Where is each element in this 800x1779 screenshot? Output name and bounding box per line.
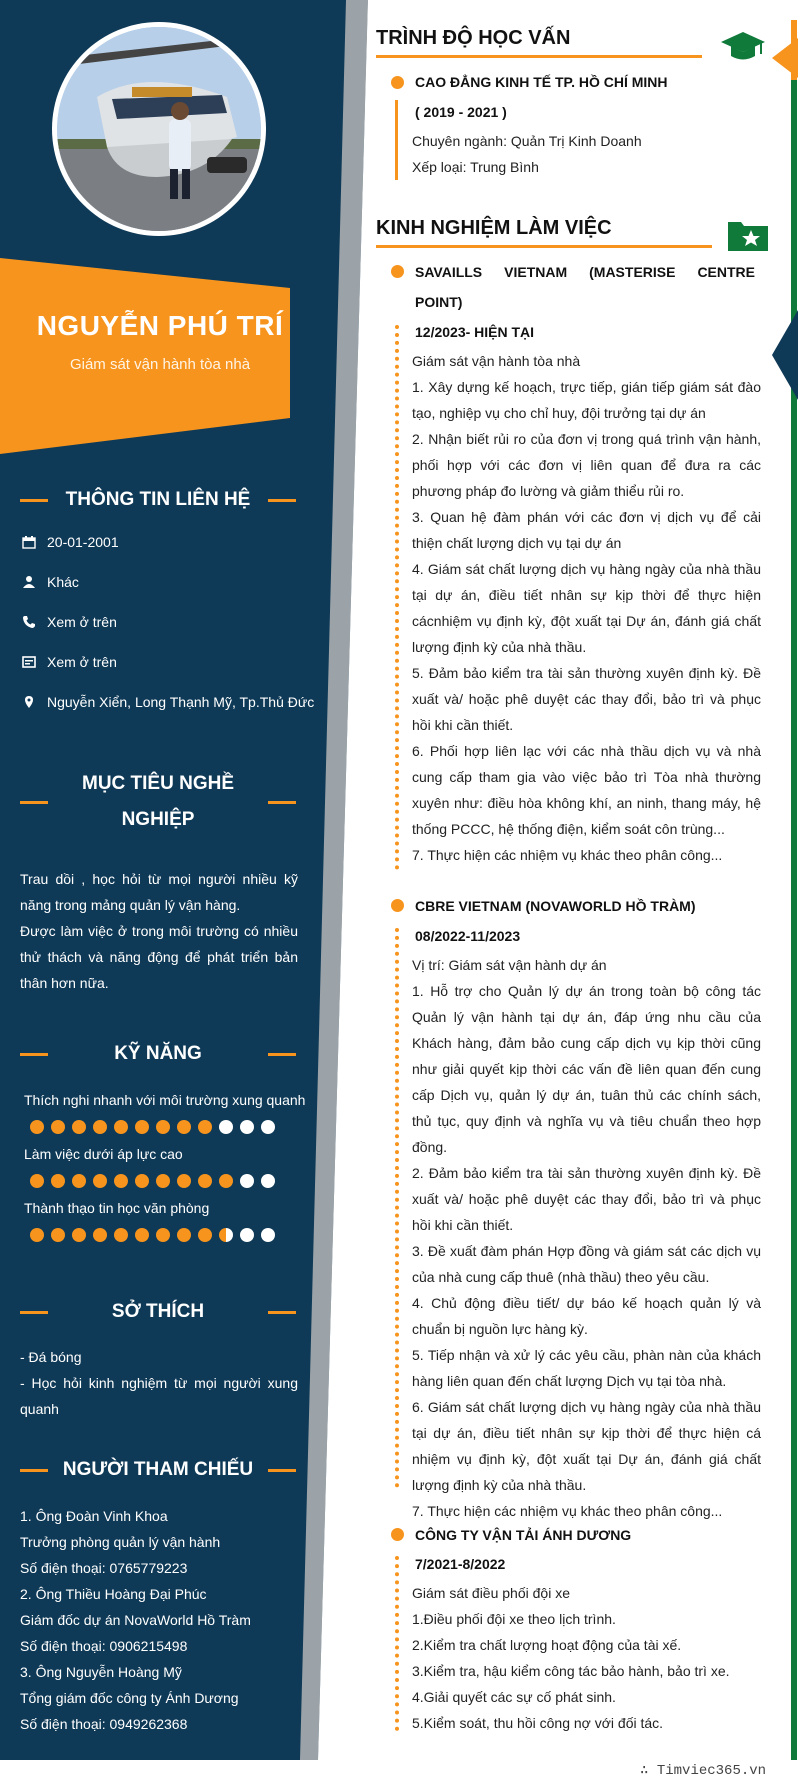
job-line: Vị trí: Giám sát vận hành dự án [412, 957, 607, 973]
skill-dot [156, 1120, 170, 1134]
heading-bar-left [20, 1311, 48, 1314]
contact-phone-text: Xem ở trên [47, 614, 117, 630]
candidate-name: NGUYỄN PHÚ TRÍ [36, 310, 284, 341]
contact-address [20, 692, 314, 712]
reference-line: 3. Ông Nguyễn Hoàng Mỹ [20, 1664, 182, 1680]
avatar [57, 27, 261, 231]
job-bullet [391, 1528, 404, 1541]
objective-line: Được làm việc ở trong môi trường có nhiều thử thách và năng động để phát triển bản thân hơn nữa. [20, 923, 298, 991]
brand-text: Timviec365.vn [656, 1763, 767, 1779]
skill-dot [51, 1174, 65, 1188]
job-timeline [395, 1556, 399, 1731]
job-line: 6. Phối hợp liên lạc với các nhà thầu dịch vụ và nhà cung cấp tham gia vào việc bảo trì Tòa nhà thường xuyên như: điều hòa không khí, an ninh, thang máy, hệ thống PCCC, hệ thống điện, kiểm soát côn trùng... [412, 743, 761, 837]
job-bullet [391, 265, 404, 278]
job-description [412, 952, 761, 1524]
right-edge-tab-orange [772, 38, 798, 78]
job-line: 6. Giám sát chất lượng dịch vụ hàng ngày của nhà thầu tại dự án, điều tiết nhân sự kịp thời để thực hiện cá nhiệm vụ định kỳ, đột xuất tại Dự án, đánh giá chất lượng định kỳ của nhà thầu. [412, 1399, 761, 1493]
skill-dot [51, 1120, 65, 1134]
job-line: 3. Quan hệ đàm phán với các đơn vị dịch vụ để cải thiện chất lượng dịch vụ tại dự án [412, 509, 761, 551]
objective-line: Trau dồi , học hỏi từ mọi người nhiều kỹ năng trong mảng quản lý vận hàng. [20, 871, 298, 913]
skill-dot [198, 1174, 212, 1188]
education-details [412, 128, 761, 180]
skill-dot [93, 1228, 107, 1242]
job-line: Giám sát vận hành tòa nhà [412, 353, 581, 369]
reference-line: Số điện thoại: 0765779223 [20, 1560, 188, 1576]
education-period: ( 2019 - 2021 ) [415, 104, 507, 120]
hobby-item: - Học hỏi kinh nghiệm từ mọi người xung quanh [20, 1375, 298, 1417]
skill-dot [135, 1228, 149, 1242]
job-description [412, 1580, 761, 1736]
skills-heading [18, 1036, 298, 1072]
reference-line: Giám đốc dự án NovaWorld Hồ Tràm [20, 1612, 251, 1628]
heading-bar-right [268, 801, 296, 804]
education-timeline [395, 100, 398, 180]
heading-bar-left [20, 1053, 48, 1056]
heading-bar-left [20, 1469, 48, 1472]
job-line: 7. Thực hiện các nhiệm vụ khác theo phân công... [412, 1503, 723, 1519]
heading-bar-right [268, 1469, 296, 1472]
skill-rating [30, 1120, 275, 1134]
skill-dot [177, 1174, 191, 1188]
references-heading-text: NGƯỜI THAM CHIẾU [62, 1459, 254, 1480]
education-line: Chuyên ngành: Quản Trị Kinh Doanh [412, 133, 642, 149]
heading-bar-right [268, 1053, 296, 1056]
job-description [412, 348, 761, 868]
job-bullet [391, 899, 404, 912]
skill-dot [72, 1120, 86, 1134]
skill-dot [156, 1174, 170, 1188]
skill-dot [261, 1174, 275, 1188]
job-line: 7. Thực hiện các nhiệm vụ khác theo phân công... [412, 847, 723, 863]
skill-dot [114, 1120, 128, 1134]
job-period: 7/2021-8/2022 [415, 1556, 506, 1572]
job-line: 1. Hỗ trợ cho Quản lý dự án trong toàn bộ công tác Quản lý vận hành tại dự án, đáp ứng nhu cầu của Khách hàng, đảm bảo cung cấp dịch vụ kịp thời cũng như giải quyết kịp thời các vấn đề liên quan đến cung cấp Dịch vụ, quản lý dự án, tuân thủ các chính sách, thủ tục, quy định và nghĩa vụ và tiêu chuẩn theo hợp đồng. [412, 983, 761, 1155]
skill-dot [30, 1174, 44, 1188]
education-school: CAO ĐẲNG KINH TẾ TP. HỒ CHÍ MINH [415, 74, 668, 90]
education-bullet [391, 76, 404, 89]
skill-label: Thành thạo tin học văn phòng [24, 1200, 210, 1216]
email-icon [20, 654, 38, 670]
contact-birthdate [20, 532, 119, 552]
contact-address-text: Nguyễn Xiển, Long Thạnh Mỹ, Tp.Thủ Đức [47, 694, 315, 710]
job-line: 2.Kiểm tra chất lượng hoạt động của tài xế. [412, 1637, 682, 1653]
skill-dot [261, 1120, 275, 1134]
job-timeline [395, 325, 399, 870]
hobbies-text [20, 1344, 298, 1422]
reference-line: Tổng giám đốc công ty Ánh Dương [20, 1690, 239, 1706]
education-heading: TRÌNH ĐỘ HỌC VẤN [376, 27, 571, 49]
contact-heading-text: THÔNG TIN LIÊN HỆ [65, 489, 251, 510]
job-company [415, 257, 755, 287]
objective-heading [18, 766, 298, 838]
heading-bar-left [20, 499, 48, 502]
skill-rating [30, 1174, 275, 1188]
contact-gender-text: Khác [47, 574, 79, 590]
job-company: CBRE VIETNAM (NOVAWORLD HỒ TRÀM) [415, 898, 696, 914]
skill-dot [135, 1120, 149, 1134]
job-timeline [395, 928, 399, 1488]
skill-dot [72, 1174, 86, 1188]
skill-dot [198, 1120, 212, 1134]
graduation-cap-icon [720, 30, 766, 69]
skill-dot [240, 1228, 254, 1242]
experience-heading-rule [376, 245, 712, 248]
objective-heading-line1: MỤC TIÊU NGHỀ [82, 773, 234, 794]
job-line: 2. Nhận biết rủi ro của đơn vị trong quá trình vận hành, phối hợp với các đơn vị liên quan để đưa ra các phương pháp đo lường và giảm thiểu rủi ro. [412, 431, 761, 499]
contact-email [20, 652, 117, 672]
heading-bar-right [268, 1311, 296, 1314]
right-edge-tab-navy [772, 310, 798, 400]
contact-birthdate-text: 20-01-2001 [47, 534, 119, 550]
reference-line: 1. Ông Đoàn Vinh Khoa [20, 1508, 168, 1524]
avatar-photo-illustration [57, 27, 261, 231]
briefcase-star-icon [727, 218, 769, 257]
heading-bar-right [268, 499, 296, 502]
job-line: 4. Giám sát chất lượng dịch vụ hàng ngày của nhà thầu tại dự án, điều tiết nhân sự kịp thời để thực hiện cácnhiệm vụ định kỳ, đột xuất tại Dự án, đánh giá chất lượng định kỳ của nhà thầu. [412, 561, 761, 655]
job-line: 5.Kiểm soát, thu hồi công nợ với đối tác. [412, 1715, 664, 1731]
skill-rating [30, 1228, 275, 1242]
objective-heading-line2: NGHIỆP [121, 809, 195, 830]
skill-dot [177, 1228, 191, 1242]
contact-gender [20, 572, 79, 592]
hobbies-heading-text: SỞ THÍCH [111, 1301, 205, 1322]
skill-dot [156, 1228, 170, 1242]
job-company-line: SAVAILLS VIETNAM (MASTERISE CENTRE [415, 264, 755, 280]
skill-dot [261, 1228, 275, 1242]
skill-dot [135, 1174, 149, 1188]
job-period: 08/2022-11/2023 [415, 928, 521, 944]
skill-dot [51, 1228, 65, 1242]
job-line: 1.Điều phối đội xe theo lịch trình. [412, 1611, 616, 1627]
location-icon [20, 694, 38, 710]
hobbies-heading [18, 1294, 298, 1330]
experience-heading: KINH NGHIỆM LÀM VIỆC [376, 217, 612, 239]
references-heading [18, 1452, 298, 1488]
education-heading-rule [376, 55, 702, 58]
reference-line: Trưởng phòng quản lý vận hành [20, 1534, 221, 1550]
contact-heading [18, 482, 298, 518]
job-line: 5. Tiếp nhận và xử lý các yêu cầu, phàn nàn của khách hàng liên quan đến chất lượng Dịch vụ tại tòa nhà. [412, 1347, 761, 1389]
job-line: 1. Xây dựng kế hoạch, trực tiếp, gián tiếp giám sát đào tạo, nghiệp vụ cho chỉ huy, đội trưởng tại dự án [412, 379, 761, 421]
skill-dot [240, 1174, 254, 1188]
right-edge-strip [791, 20, 797, 1760]
education-line: Xếp loại: Trung Bình [412, 159, 539, 175]
heading-bar-left [20, 801, 48, 804]
skills-heading-text: KỸ NĂNG [114, 1043, 202, 1064]
skill-dot [198, 1228, 212, 1242]
skill-dot [93, 1174, 107, 1188]
reference-line: Số điện thoại: 0906215498 [20, 1638, 188, 1654]
user-icon [20, 574, 38, 590]
skill-label: Làm việc dưới áp lực cao [24, 1146, 183, 1162]
footer-brand [640, 1762, 766, 1779]
skill-dot [177, 1120, 191, 1134]
job-company-continued: POINT) [415, 294, 463, 310]
skill-dot [219, 1174, 233, 1188]
brand-icon: ∴ [640, 1763, 657, 1779]
job-line: 4. Chủ động điều tiết/ dự báo kế hoạch quản lý và chuẩn bị nguồn lực hàng kỳ. [412, 1295, 761, 1337]
contact-phone [20, 612, 117, 632]
reference-line: 2. Ông Thiều Hoàng Đại Phúc [20, 1586, 207, 1602]
contact-email-text: Xem ở trên [47, 654, 117, 670]
hobby-item: - Đá bóng [20, 1349, 82, 1365]
phone-icon [20, 614, 38, 630]
candidate-job-title: Giám sát vận hành tòa nhà [69, 356, 251, 373]
skill-label: Thích nghi nhanh với môi trường xung quanh [24, 1092, 306, 1108]
skill-dot [219, 1228, 233, 1242]
job-line: 3.Kiểm tra, hậu kiểm công tác bảo hành, bảo trì xe. [412, 1663, 730, 1679]
job-line: 3. Đề xuất đàm phán Hợp đồng và giám sát các dịch vụ của nhà cung cấp thuê (nhà thầu) theo yêu cầu. [412, 1243, 761, 1285]
skill-dot [219, 1120, 233, 1134]
job-line: Giám sát điều phối đội xe [412, 1585, 570, 1601]
skill-dot [93, 1120, 107, 1134]
skill-dot [240, 1120, 254, 1134]
skill-dot [114, 1174, 128, 1188]
skill-dot [114, 1228, 128, 1242]
calendar-icon [20, 534, 38, 550]
job-company: CÔNG TY VẬN TẢI ÁNH DƯƠNG [415, 1527, 632, 1543]
job-line: 2. Đảm bảo kiểm tra tài sản thường xuyên định kỳ. Đề xuất và/ hoặc phê duyệt các thay đổi, bảo trì và phục hồi khi cần thiết. [412, 1165, 761, 1233]
job-line: 4.Giải quyết các sự cố phát sinh. [412, 1689, 616, 1705]
skill-dot [72, 1228, 86, 1242]
job-line: 5. Đảm bảo kiểm tra tài sản thường xuyên định kỳ. Đề xuất và/ hoặc phê duyệt các thay đổi, bảo trì và phục hồi khi cần thiết. [412, 665, 761, 733]
skill-dot [30, 1120, 44, 1134]
skill-dot [30, 1228, 44, 1242]
reference-line: Số điện thoại: 0949262368 [20, 1716, 188, 1732]
job-period: 12/2023- HIỆN TẠI [415, 324, 535, 340]
objective-text [20, 866, 298, 996]
